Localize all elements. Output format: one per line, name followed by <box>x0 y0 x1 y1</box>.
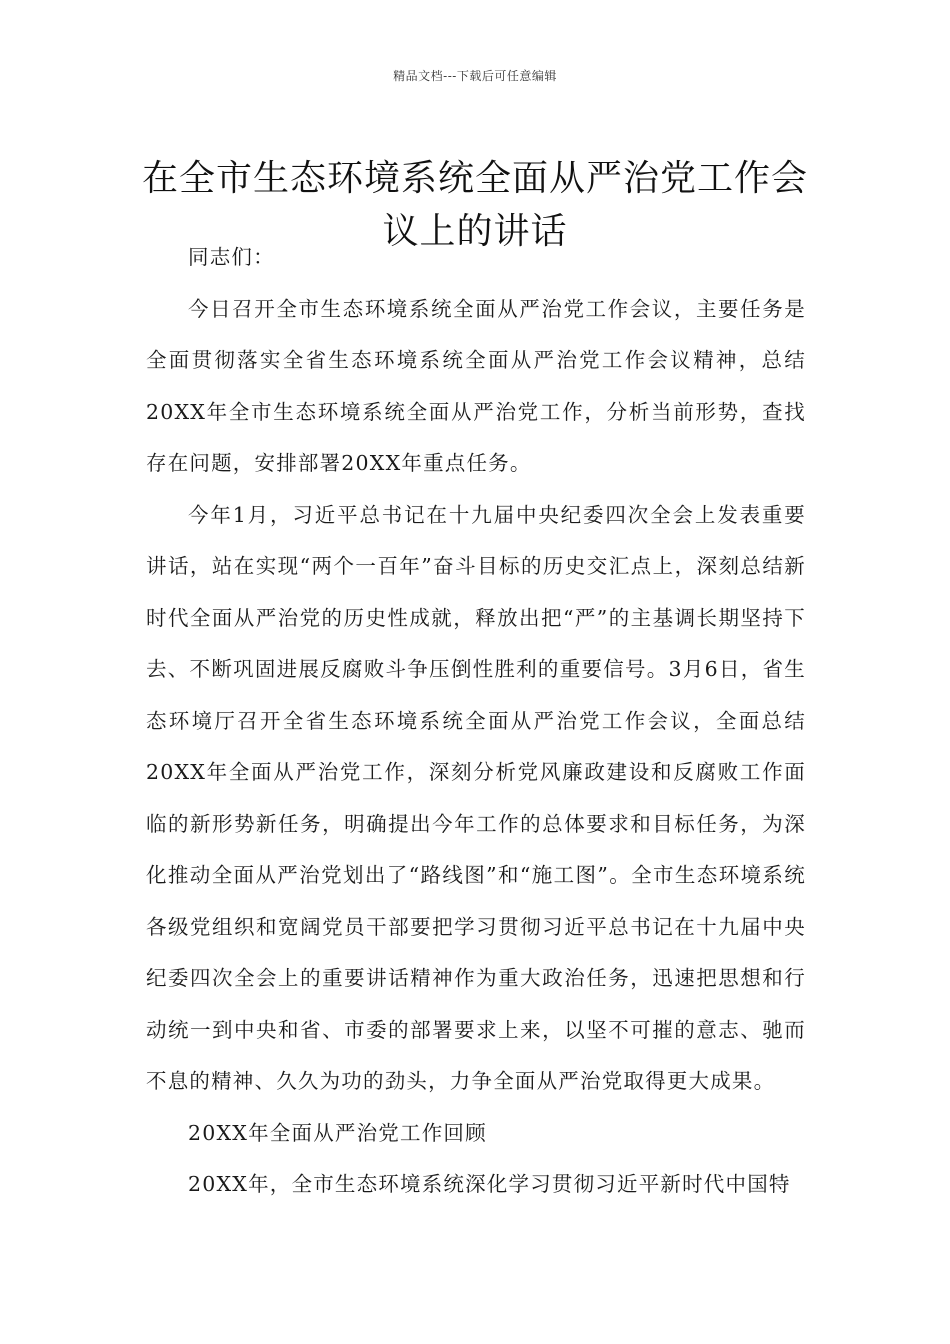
section-heading: 20XX年全面从严治党工作回顾 <box>188 1120 487 1145</box>
paragraph: 今年1月，习近平总书记在十九届中央纪委四次全会上发表重要讲话，站在实现“两个一百年”奋斗目标的历史交汇点上，深刻总结新时代全面从严治党的历史性成就，释放出把“严”的主基调长期坚持下去、不断巩固进展反腐败斗争压倒性胜利的重要信号。3月6日，省生态环境厅召开全省生态环境系统全面从严治党工作会议，全面总结20XX年全面从严治党工作，深刻分析党风廉政建设和反腐败工作面临的新形势新任务，明确提出今年工作的总体要求和目标任务，为深化推动全面从严治党划出了“路线图”和“施工图”。全市生态环境系统各级党组织和宽阔党员干部要把学习贯彻习近平总书记在十九届中央纪委四次全会上的重要讲话精神作为重大政治任务，迅速把思想和行动统一到中央和省、市委的部署要求上来，以坚不可摧的意志、驰而不息的精神、久久为功的劲头，力争全面从严治党取得更大成果。 <box>146 502 806 1093</box>
header-note: 精品文档---下载后可任意编辑 <box>393 69 557 83</box>
document-title: 在全市生态环境系统全面从严治党工作会议上的讲话 <box>141 158 808 253</box>
salutation: 同志们： <box>188 245 275 269</box>
paragraph: 今日召开全市生态环境系统全面从严治党工作会议，主要任务是全面贯彻落实全省生态环境系统全面从严治党工作会议精神，总结20XX年全市生态环境系统全面从严治党工作，分析当前形势，查找存在问题，安排部署20XX年重点任务。 <box>146 296 806 475</box>
document-body <box>146 232 806 1211</box>
paragraph: 20XX年，全市生态环境系统深化学习贯彻习近平新时代中国特 <box>188 1172 791 1196</box>
